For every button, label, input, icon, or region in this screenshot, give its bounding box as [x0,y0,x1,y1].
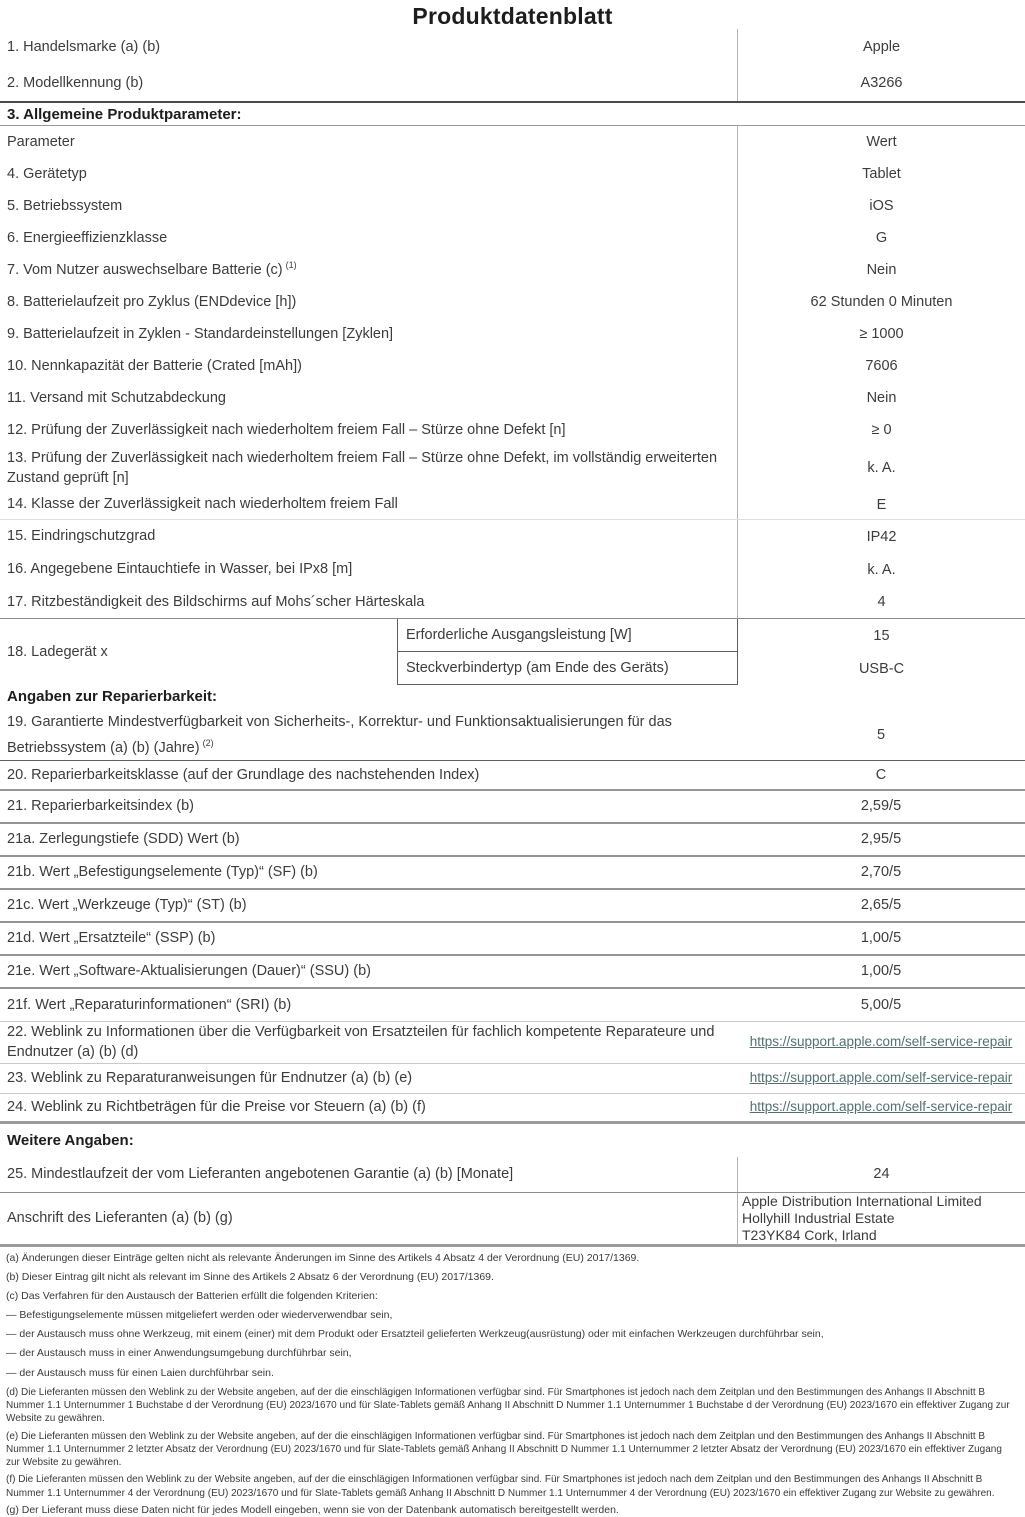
row-label: 1. Handelsmarke (a) (b) [7,38,161,55]
supplier-address-row [0,1193,1025,1247]
row-label: 19. Garantierte Mindestverfügbarkeit von Sicherheits-, Korrektur- und Funktionsaktualisierungen für das Betriebssystem (a) (b) (Jahre) $^{(2)}$ [7,714,672,756]
row-label: 21a. Zerlegungstiefe (SDD) Wert (b) [7,831,240,848]
row-label: 2. Modellkennung (b) [7,74,144,91]
address-line: T23YK84 Cork, Irland [742,1226,877,1243]
row-label: 21f. Wert „Reparaturinformationen“ (SRI) (b) [7,996,292,1013]
row-value: Apple [737,29,1025,65]
table-row [0,29,1025,65]
row-value [737,1099,1025,1115]
page-title: Produktdatenblatt [412,3,613,29]
table-row [0,446,1025,490]
table-row [0,1094,1025,1124]
footnote: (b) Dieser Eintrag gilt nicht als relevant im Sinne des Artikels 2 Absatz 6 der Verordnung (EU) 2017/1369. [6,1270,494,1283]
footnote-ref-2: (2) [202,738,214,748]
row-label: 15. Eindringschutzgrad [7,528,156,545]
row-value [737,1070,1025,1086]
table-row [0,158,1025,190]
footnotes [0,1247,1025,1517]
row-value: 2,59/5 [860,798,902,815]
row-value: 1,00/5 [860,930,902,947]
row-label: 7. Vom Nutzer auswechselbare Batterie (c) $^{(1)}$ [7,260,297,279]
row-value: k. A. [737,446,1025,490]
price-guideline-link[interactable]: https://support.apple.com/self-service-repair [749,1099,1013,1115]
row-value: 7606 [737,350,1025,382]
row-value: 2,65/5 [860,897,902,914]
table-row [0,490,1025,520]
row-label: 9. Batterielaufzeit in Zyklen - Standardeinstellungen [Zyklen] [7,325,394,342]
row-label: 21e. Wert „Software-Aktualisierungen (Dauer)“ (SSU) (b) [7,963,371,980]
row-label: 23. Weblink zu Reparaturanweisungen für Endnutzer (a) (b) (e) [7,1070,413,1087]
row-label: 10. Nennkapazität der Batterie (Crated [mAh]) [7,357,302,374]
table-header-row [0,126,1025,158]
column-header-parameter: Parameter [7,133,75,150]
section-heading-repair: Angaben zur Reparierbarkeit: [7,688,218,705]
row-value: 2,70/5 [860,864,902,881]
row-value: Nein [737,254,1025,286]
row-value: E [737,490,1025,519]
subrow-label: Erforderliche Ausgangsleistung [W] [398,619,737,652]
table-row [0,65,1025,101]
table-row [0,553,1025,586]
column-header-wert: Wert [737,126,1025,158]
table-row [0,222,1025,254]
footnote: (g) Der Lieferant muss diese Daten nicht für jedes Modell eingeben, wenn sie von der Datenbank automatisch bereitgestellt werden. [6,1504,619,1517]
footnote: (c) Das Verfahren für den Austausch der Batterien erfüllt die folgenden Kriterien: [6,1290,378,1303]
footnote: — der Austausch muss in einer Anwendungsumgebung durchführbar sein, [6,1347,352,1360]
row-value [737,1034,1025,1050]
row-value: ≥ 0 [737,414,1025,446]
row-value: C [875,766,887,783]
general-parameters-table [0,126,1025,685]
row-value: 5,00/5 [860,996,902,1013]
row-label: 14. Klasse der Zuverlässigkeit nach wiederholtem freiem Fall [7,496,398,513]
row-value: A3266 [737,65,1025,101]
row-label: 11. Versand mit Schutzabdeckung [7,389,226,406]
spare-parts-link[interactable]: https://support.apple.com/self-service-repair [749,1034,1013,1050]
row-label: 18. Ladegerät x [7,644,108,660]
charger-row [0,619,1025,685]
subrow-label: Steckverbindertyp (am Ende des Geräts) [406,659,669,676]
table-row [0,190,1025,222]
row-label: 6. Energieeffizienzklasse [7,229,168,246]
row-value: ≥ 1000 [737,318,1025,350]
table-row [0,1022,1025,1064]
footnote-ref-1: (1) [285,260,297,271]
table-row [0,414,1025,446]
table-row [0,710,1025,761]
row-label: 21. Reparierbarkeitsindex (b) [7,798,194,815]
address-line: Hollyhill Industrial Estate [742,1209,895,1226]
row-label: 5. Betriebssystem [7,197,123,214]
table-row [0,923,1025,956]
table-row [0,318,1025,350]
footnote: — Befestigungselemente müssen mitgeliefert werden oder wiederverwendbar sein, [6,1309,393,1322]
table-row [0,286,1025,318]
row-value: iOS [737,190,1025,222]
table-row [0,350,1025,382]
row-label: 8. Batterielaufzeit pro Zyklus (ENDdevice [h]) [7,293,297,310]
row-value: 2,95/5 [860,831,902,848]
section-heading-general: 3. Allgemeine Produktparameter: [0,101,1025,126]
table-row [0,761,1025,791]
row-label: 21d. Wert „Ersatzteile“ (SSP) (b) [7,930,216,947]
brand-table [0,29,1025,101]
row-value: 4 [737,586,1025,618]
row-value: Nein [737,382,1025,414]
table-row [0,791,1025,824]
footnote: (d) Die Lieferanten müssen den Weblink zu der Website angeben, auf der die einschlägigen Informationen verfügbar sind. Für Smartphones ist jedoch nach dem Zeitplan und den Bestimmungen des Anhangs II Abschnitt B Nummer 1.1 Unternummer 1 Buchstabe d der Verordnung (EU) 2023/1670 und für Slate-Tablets gemäß Anhang II Abschnitt D Nummer 1.1 Unternummer 1 Buchstabe d der Verordnung (EU) 2023/1670 ein effektiver Zugang zur Website zu gewähren. [6,1386,1010,1425]
footnote: (f) Die Lieferanten müssen den Weblink zu der Website angeben, auf der die einschlägigen Informationen verfügbar sind. Für Smartphones ist jedoch nach dem Zeitplan und den Bestimmungen des Anhangs II Abschnitt B Nummer 1.1 Unternummer 4 der Verordnung (EU) 2023/1670 und für Slate-Tablets gemäß Anhang II Abschnitt D Nummer 1.1 Unternummer 4 der Verordnung (EU) 2023/1670 ein effektiver Zugang zur Website zu gewähren. [6,1474,995,1499]
table-row [0,989,1025,1022]
row-value: G [737,222,1025,254]
supplier-address [737,1193,1025,1244]
row-label: 24. Weblink zu Richtbeträgen für die Preise vor Steuern (a) (b) (f) [7,1099,426,1116]
footnote: — der Austausch muss ohne Werkzeug, mit einem (einer) mit dem Produkt oder Ersatzteil gelieferten Werkzeug(ausrüstung) oder mit einfachen Werkzeugen durchführbar sein, [6,1328,824,1341]
row-label: 16. Angegebene Eintauchtiefe in Wasser, bei IPx8 [m] [7,561,353,578]
table-row [0,824,1025,857]
address-line: Apple Distribution International Limited [742,1192,982,1209]
footnote: — der Austausch muss für einen Laien durchführbar sein. [6,1366,274,1379]
table-row [0,382,1025,414]
table-row [0,1157,1025,1193]
row-value: Tablet [737,158,1025,190]
row-label: 4. Gerätetyp [7,165,87,182]
table-row [0,586,1025,619]
row-label: 12. Prüfung der Zuverlässigkeit nach wiederholtem freiem Fall – Stürze ohne Defekt [n] [7,421,566,438]
row-label: 25. Mindestlaufzeit der vom Lieferanten angebotenen Garantie (a) (b) [Monate] [7,1166,514,1183]
row-label: 21c. Wert „Werkzeuge (Typ)“ (ST) (b) [7,897,247,914]
footnote: (e) Die Lieferanten müssen den Weblink zu der Website angeben, auf der die einschlägigen Informationen verfügbar sind. Für Smartphones ist jedoch nach dem Zeitplan und den Bestimmungen des Anhangs II Abschnitt B Nummer 1.1 Unternummer 2 letzter Absatz der Verordnung (EU) 2023/1670 und für Slate-Tablets gemäß Anhang II Abschnitt D Nummer 1.1 Unternummer 2 letzter Absatz der Verordnung (EU) 2023/1670 ein effektiver Zugang zur Website zu gewähren. [6,1430,1002,1469]
table-row [0,890,1025,923]
row-value: IP42 [737,520,1025,553]
charger-values [737,619,1025,685]
table-row [0,254,1025,286]
table-row [0,956,1025,989]
row-value: 1,00/5 [860,963,902,980]
row-label: 17. Ritzbeständigkeit des Bildschirms auf Mohs´scher Härteskala [7,593,425,610]
row-label: 13. Prüfung der Zuverlässigkeit nach wiederholtem freiem Fall – Stürze ohne Defekt, im vollständig erweiterten Zustand geprüft [n] [7,449,718,486]
row-value: USB-C [858,660,905,677]
row-value: 24 [737,1157,1025,1192]
row-value: 5 [876,727,886,744]
row-label: 21b. Wert „Befestigungselemente (Typ)“ (SF) (b) [7,864,318,881]
row-label: 22. Weblink zu Informationen über die Verfügbarkeit von Ersatzteilen für fachlich kompetente Reparateure und Endnutzer (a) (b) (d) [7,1024,715,1061]
table-row [0,1064,1025,1094]
repairability-table [0,710,1025,1124]
row-value: 15 [873,627,890,644]
table-row [0,857,1025,890]
footnote: (a) Änderungen dieser Einträge gelten nicht als relevante Änderungen im Sinne des Artikels 4 Absatz 4 der Verordnung (EU) 2017/1369. [6,1251,640,1264]
row-value: k. A. [737,553,1025,586]
row-label: Anschrift des Lieferanten (a) (b) (g) [7,1210,233,1227]
section-heading-more: Weitere Angaben: [7,1131,134,1149]
more-information-table [0,1157,1025,1247]
table-row [0,520,1025,553]
charger-subtable [397,619,737,685]
repair-instructions-link[interactable]: https://support.apple.com/self-service-repair [749,1070,1013,1086]
row-label: 20. Reparierbarkeitsklasse (auf der Grundlage des nachstehenden Index) [7,766,480,783]
row-value: 62 Stunden 0 Minuten [737,286,1025,318]
